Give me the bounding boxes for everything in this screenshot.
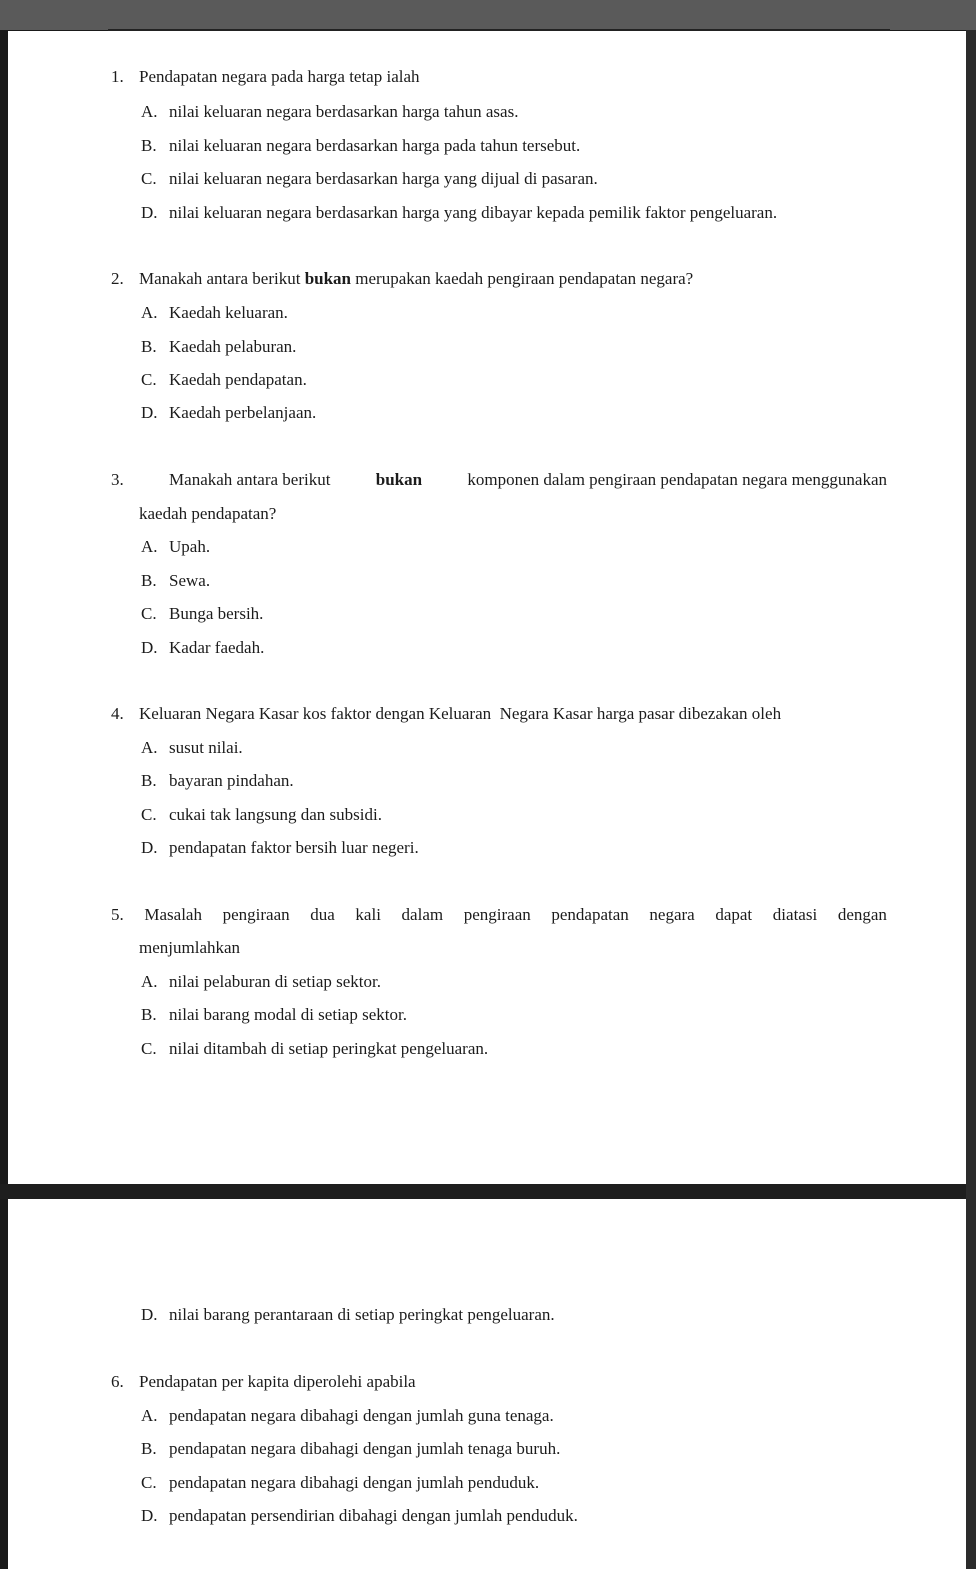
- question-number: 2.: [111, 269, 124, 288]
- question-number: 4.: [111, 704, 124, 723]
- option-text: Kaedah pelaburan.: [169, 337, 297, 356]
- question-emphasis: bukan: [375, 470, 423, 489]
- question-word: Masalah: [144, 905, 202, 924]
- option-text: nilai barang modal di setiap sektor.: [169, 1005, 407, 1024]
- option-text: pendapatan negara dibahagi dengan jumlah tenaga buruh.: [169, 1439, 561, 1458]
- question-text: Manakah antara berikut: [139, 269, 301, 288]
- q3-option-a: [141, 536, 210, 558]
- option-text: pendapatan faktor bersih luar negeri.: [169, 838, 419, 857]
- q4-option-d: [141, 837, 419, 859]
- option-text: Bunga bersih.: [169, 604, 264, 623]
- viewer-right-edge: [966, 30, 976, 1569]
- option-label: C.: [141, 1039, 157, 1058]
- option-label: D.: [141, 203, 158, 222]
- question-number: 3.: [111, 470, 124, 489]
- q3-option-d: [141, 637, 264, 659]
- option-label: B.: [141, 136, 157, 155]
- question-word: dalam: [401, 905, 444, 924]
- q2-option-d: [141, 402, 316, 424]
- q1-option-d: [141, 202, 777, 224]
- option-label: A.: [141, 303, 158, 322]
- option-text: Kadar faedah.: [169, 638, 265, 657]
- q1-option-b: [141, 135, 580, 157]
- option-text: Upah.: [169, 537, 211, 556]
- question-word: pengiraan: [222, 905, 290, 924]
- question-word: dua: [310, 905, 335, 924]
- question-text: Manakah antara berikut: [169, 470, 331, 489]
- option-text: pendapatan negara dibahagi dengan jumlah guna tenaga.: [169, 1406, 554, 1425]
- question-6: [111, 1371, 416, 1393]
- option-label: A.: [141, 972, 158, 991]
- q1-option-a: [141, 101, 518, 123]
- question-number: 1.: [111, 67, 124, 86]
- q4-option-a: [141, 737, 243, 759]
- question-text-rest: komponen dalam pengiraan pendapatan negara menggunakan: [467, 470, 887, 489]
- option-label: B.: [141, 1439, 157, 1458]
- question-number: 6.: [111, 1372, 124, 1391]
- question-word: dapat: [715, 905, 753, 924]
- option-text: pendapatan negara dibahagi dengan jumlah penduduk.: [169, 1473, 540, 1492]
- option-text: Sewa.: [169, 571, 211, 590]
- q2-option-c: [141, 369, 307, 391]
- option-text: nilai barang perantaraan di setiap peringkat pengeluaran.: [169, 1305, 555, 1324]
- option-text: nilai keluaran negara berdasarkan harga pada tahun tersebut.: [169, 136, 581, 155]
- option-text: Kaedah pendapatan.: [169, 370, 307, 389]
- q5-option-b: [141, 1004, 407, 1026]
- option-label: C.: [141, 805, 157, 824]
- q4-option-c: [141, 804, 382, 826]
- question-text: Pendapatan negara pada harga tetap ialah: [139, 67, 420, 86]
- q2-option-a: [141, 302, 288, 324]
- q5-option-d: [141, 1304, 555, 1326]
- option-label: C.: [141, 604, 157, 623]
- question-text: Pendapatan per kapita diperolehi apabila: [139, 1372, 416, 1391]
- option-text: nilai keluaran negara berdasarkan harga yang dijual di pasaran.: [169, 169, 598, 188]
- question-text-rest: merupakan kaedah pengiraan pendapatan negara?: [355, 269, 694, 288]
- q6-option-a: [141, 1405, 554, 1427]
- q3-option-c: [141, 603, 263, 625]
- option-label: D.: [141, 838, 158, 857]
- option-text: nilai keluaran negara berdasarkan harga yang dibayar kepada pemilik faktor pengeluaran.: [169, 203, 778, 222]
- option-text: nilai ditambah di setiap peringkat pengeluaran.: [169, 1039, 489, 1058]
- option-text: pendapatan persendirian dibahagi dengan jumlah penduduk.: [169, 1506, 578, 1525]
- option-label: A.: [141, 1406, 158, 1425]
- option-label: D.: [141, 1305, 158, 1324]
- option-label: B.: [141, 571, 157, 590]
- question-3: [111, 469, 887, 491]
- question-word: pengiraan: [463, 905, 531, 924]
- question-4: [111, 703, 781, 725]
- question-emphasis: bukan: [304, 269, 352, 288]
- q6-option-b: [141, 1438, 560, 1460]
- question-2: [111, 268, 693, 290]
- option-text: susut nilai.: [169, 738, 243, 757]
- q6-option-d: [141, 1505, 578, 1527]
- option-label: D.: [141, 638, 158, 657]
- option-text: cukai tak langsung dan subsidi.: [169, 805, 382, 824]
- q1-option-c: [141, 168, 598, 190]
- option-label: B.: [141, 1005, 157, 1024]
- option-text: nilai keluaran negara berdasarkan harga tahun asas.: [169, 102, 519, 121]
- question-5: [111, 904, 887, 926]
- q3-option-b: [141, 570, 210, 592]
- option-label: A.: [141, 537, 158, 556]
- option-label: A.: [141, 738, 158, 757]
- question-word: pendapatan: [551, 905, 629, 924]
- q2-option-b: [141, 336, 296, 358]
- question-word: kali: [355, 905, 381, 924]
- option-label: C.: [141, 370, 157, 389]
- option-label: C.: [141, 1473, 157, 1492]
- q4-option-b: [141, 770, 294, 792]
- option-label: B.: [141, 771, 157, 790]
- question-word: negara: [649, 905, 695, 924]
- question-5-line-2: menjumlahkan: [139, 938, 241, 957]
- question-1: [111, 66, 420, 88]
- question-word: diatasi: [772, 905, 818, 924]
- option-label: A.: [141, 102, 158, 121]
- question-word: dengan: [837, 905, 887, 924]
- q6-option-c: [141, 1472, 539, 1494]
- page-separator: [0, 1184, 976, 1199]
- option-label: C.: [141, 169, 157, 188]
- option-label: D.: [141, 1506, 158, 1525]
- question-text: Keluaran Negara Kasar kos faktor dengan Keluaran Negara Kasar harga pasar dibezakan oleh: [139, 704, 782, 723]
- option-label: B.: [141, 337, 157, 356]
- option-text: Kaedah keluaran.: [169, 303, 288, 322]
- option-text: Kaedah perbelanjaan.: [169, 403, 317, 422]
- q5-option-a: [141, 971, 381, 993]
- option-text: bayaran pindahan.: [169, 771, 294, 790]
- question-number: 5.: [111, 905, 124, 924]
- q5-option-c: [141, 1038, 488, 1060]
- question-3-line-2: kaedah pendapatan?: [139, 504, 277, 523]
- viewer-top-bar: [0, 0, 976, 30]
- option-text: nilai pelaburan di setiap sektor.: [169, 972, 381, 991]
- option-label: D.: [141, 403, 158, 422]
